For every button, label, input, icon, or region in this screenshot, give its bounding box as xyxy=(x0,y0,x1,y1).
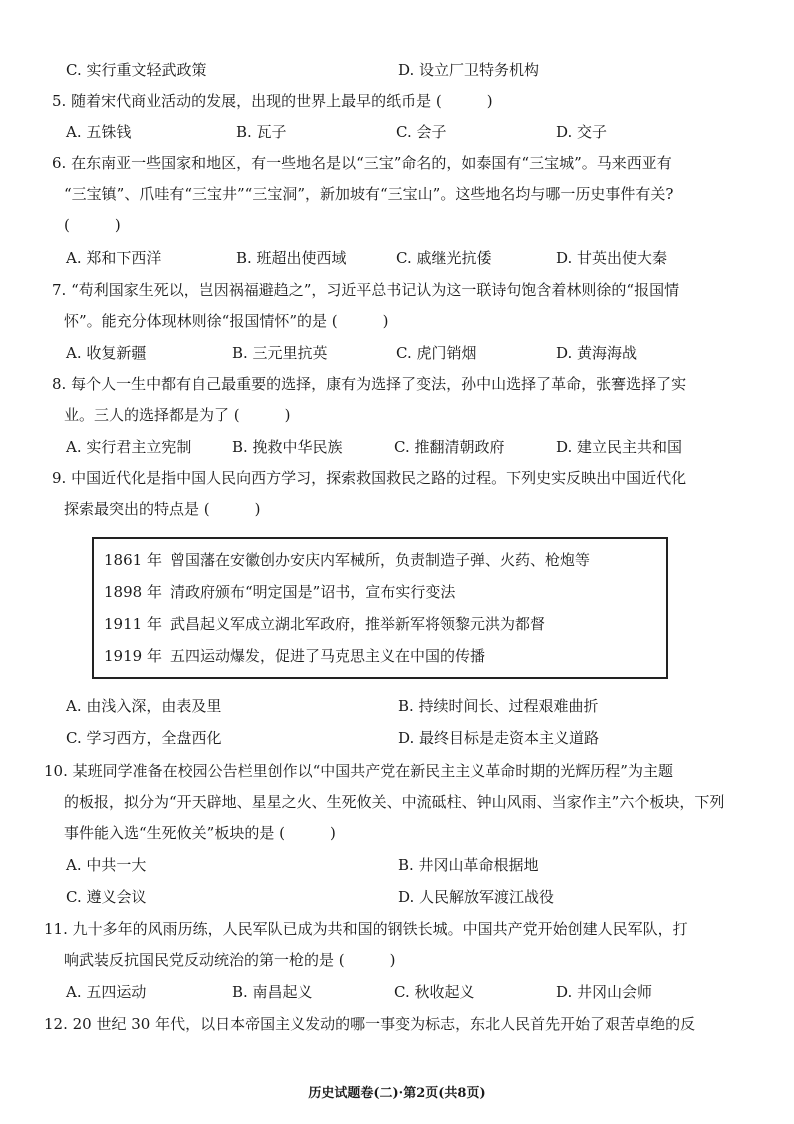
q7-stem-line-1: 7. “苟利国家生死以，岂因祸福避趋之”，习近平总书记认为这一联诗句饱含着林则徐的“报国情 xyxy=(52,281,680,299)
q9-event-text: 五四运动爆发，促进了马克思主义在中国的传播 xyxy=(170,647,486,665)
q10-stem-line-1: 10. 某班同学准备在校园公告栏里创作以“中国共产党在新民主主义革命时期的光辉历程”为主题 xyxy=(44,762,673,780)
q9-stem-line-2: 探索最突出的特点是 ( ) xyxy=(64,500,261,518)
q7-option-a: A. 收复新疆 xyxy=(66,344,147,362)
q7-option-b: B. 三元里抗英 xyxy=(232,344,328,362)
q10-option-a: A. 中共一大 xyxy=(66,856,147,874)
q9-option-c: C. 学习西方，全盘西化 xyxy=(66,729,222,747)
q5-option-a: A. 五铢钱 xyxy=(66,123,132,141)
q7-option-c: C. 虎门销烟 xyxy=(396,344,477,362)
q10-option-b: B. 井冈山革命根据地 xyxy=(398,856,539,874)
q8-option-a: A. 实行君主立宪制 xyxy=(66,438,192,456)
q9-event-row xyxy=(104,550,590,570)
page-footer: 历史试题卷(二)·第2页(共8页) xyxy=(308,1086,486,1101)
q6-option-b: B. 班超出使西域 xyxy=(236,249,347,267)
q9-event-year: 1898 年 xyxy=(104,583,162,601)
q11-option-a: A. 五四运动 xyxy=(66,983,147,1001)
q8-option-c: C. 推翻清朝政府 xyxy=(394,438,505,456)
q6-stem-line-3: ( ) xyxy=(64,216,121,234)
q5-option-d: D. 交子 xyxy=(556,123,608,141)
q11-stem-line-1: 11. 九十多年的风雨历练，人民军队已成为共和国的钢铁长城。中国共产党开始创建人民军队，打 xyxy=(44,920,688,938)
q9-event-year: 1861 年 xyxy=(104,551,162,569)
q9-event-row xyxy=(104,582,455,602)
q9-events-box xyxy=(92,537,668,679)
q11-option-b: B. 南昌起义 xyxy=(232,983,313,1001)
q9-option-b: B. 持续时间长、过程艰难曲折 xyxy=(398,697,599,715)
q5-stem: 5. 随着宋代商业活动的发展，出现的世界上最早的纸币是 ( ) xyxy=(52,92,493,110)
q4-option-d: D. 设立厂卫特务机构 xyxy=(398,61,540,79)
q11-option-c: C. 秋收起义 xyxy=(394,983,475,1001)
q9-event-row xyxy=(104,614,545,634)
q11-option-d: D. 井冈山会师 xyxy=(556,983,653,1001)
q9-event-year: 1911 年 xyxy=(104,615,162,633)
q8-option-d: D. 建立民主共和国 xyxy=(556,438,683,456)
q9-option-a: A. 由浅入深，由表及里 xyxy=(66,697,222,715)
q12-stem-line-1: 12. 20 世纪 30 年代，以日本帝国主义发动的哪一事变为标志，东北人民首先开始了艰苦卓绝的反 xyxy=(44,1015,696,1033)
q8-stem-line-1: 8. 每个人一生中都有自己最重要的选择，康有为选择了变法，孙中山选择了革命，张謇选择了实 xyxy=(52,375,687,393)
q6-option-a: A. 郑和下西洋 xyxy=(66,249,162,267)
q6-stem-line-1: 6. 在东南亚一些国家和地区，有一些地名是以“三宝”命名的，如泰国有“三宝城”。马来西亚有 xyxy=(52,154,672,172)
q10-stem-line-2: 的板报，拟分为“开天辟地、星星之火、生死攸关、中流砥柱、钟山风雨、当家作主”六个板块，下列 xyxy=(64,793,725,811)
q5-option-c: C. 会子 xyxy=(396,123,447,141)
q9-event-text: 曾国藩在安徽创办安庆内军械所，负责制造子弹、火药、枪炮等 xyxy=(170,551,591,569)
q7-option-d: D. 黄海海战 xyxy=(556,344,638,362)
q8-stem-line-2: 业。三人的选择都是为了 ( ) xyxy=(64,406,291,424)
q6-stem-line-2: “三宝镇”、爪哇有“三宝井”“三宝洞”，新加坡有“三宝山”。这些地名均与哪一历史事件有关? xyxy=(64,185,674,203)
q9-option-d: D. 最终目标是走资本主义道路 xyxy=(398,729,600,747)
q6-option-d: D. 甘英出使大秦 xyxy=(556,249,668,267)
q10-option-d: D. 人民解放军渡江战役 xyxy=(398,888,555,906)
q10-option-c: C. 遵义会议 xyxy=(66,888,147,906)
q10-stem-line-3: 事件能入选“生死攸关”板块的是 ( ) xyxy=(64,824,336,842)
q7-stem-line-2: 怀”。能充分体现林则徐“报国情怀”的是 ( ) xyxy=(64,312,389,330)
q9-event-text: 武昌起义军成立湖北军政府，推举新军将领黎元洪为都督 xyxy=(170,615,546,633)
q8-option-b: B. 挽救中华民族 xyxy=(232,438,343,456)
q9-event-row xyxy=(104,646,485,666)
q5-option-b: B. 瓦子 xyxy=(236,123,287,141)
q4-option-c: C. 实行重文轻武政策 xyxy=(66,61,207,79)
q9-event-year: 1919 年 xyxy=(104,647,162,665)
q9-event-text: 清政府颁布“明定国是”诏书，宣布实行变法 xyxy=(170,583,456,601)
q9-stem-line-1: 9. 中国近代化是指中国人民向西方学习，探索救国救民之路的过程。下列史实反映出中国近代化 xyxy=(52,469,687,487)
q11-stem-line-2: 响武装反抗国民党反动统治的第一枪的是 ( ) xyxy=(64,951,396,969)
q6-option-c: C. 戚继光抗倭 xyxy=(396,249,492,267)
